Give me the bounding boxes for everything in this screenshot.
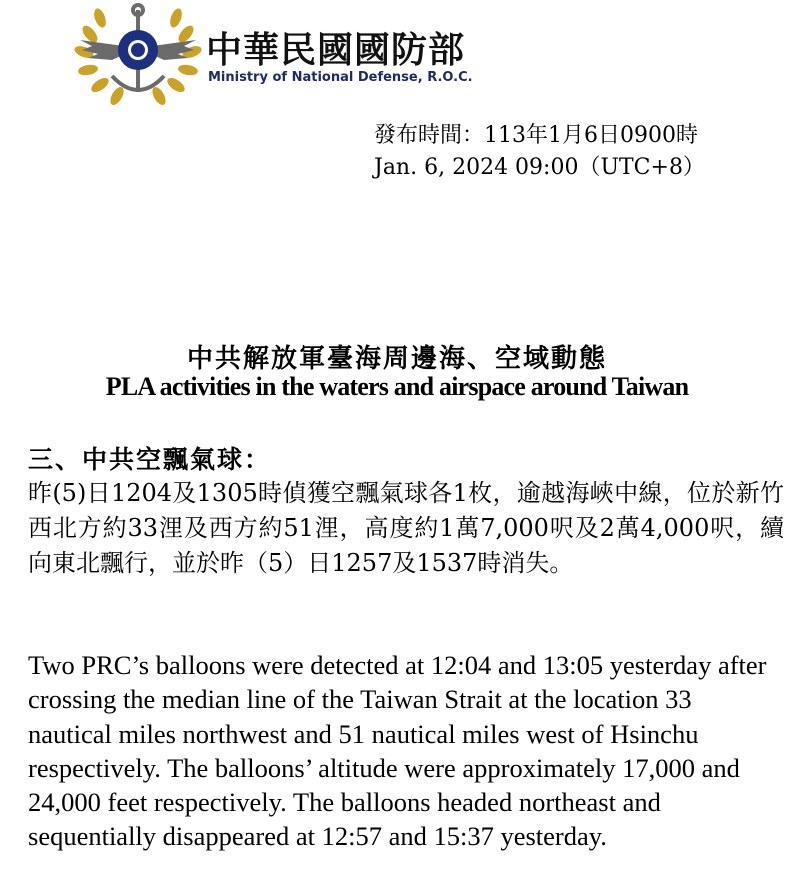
body-text-en: Two PRC’s balloons were detected at 12:04 and 13:05 yesterday after crossing the median line of the Taiwan Strait at the location 33 nautical miles northwest and 51 nautical miles west of Hsinchu respectively. The balloons’ altitude were approximately 17,000 and 24,000 feet respectively. The balloons headed northeast and sequentially disappeared at 12:57 and 15:37 yesterday. bbox=[28, 650, 767, 852]
title-en: PLA activities in the waters and airspace around Taiwan bbox=[105, 372, 689, 401]
document-header bbox=[72, 0, 512, 110]
mnd-emblem-icon bbox=[72, 0, 204, 108]
release-time-en: Jan. 6, 2024 09:00（UTC+8） bbox=[374, 155, 705, 180]
release-time-zh: 發布時間：113年1月6日0900時 bbox=[374, 123, 698, 148]
org-name-en: Ministry of National Defense, R.O.C. bbox=[208, 70, 473, 85]
section-heading: 三、中共空飄氣球： bbox=[28, 445, 272, 474]
title-zh: 中共解放軍臺海周邊海、空域動態 bbox=[186, 344, 607, 374]
org-name-zh: 中華民國國防部 bbox=[206, 30, 466, 71]
release-info bbox=[374, 120, 705, 184]
body-text-zh: 昨(5)日1204及1305時偵獲空飄氣球各1枚，逾越海峽中線，位於新竹西北方約33浬及西方約51浬，高度約1萬7,000呎及2萬4,000呎，續向東北飄行，並於昨（5）日1257及1537時消失。 bbox=[28, 479, 784, 577]
